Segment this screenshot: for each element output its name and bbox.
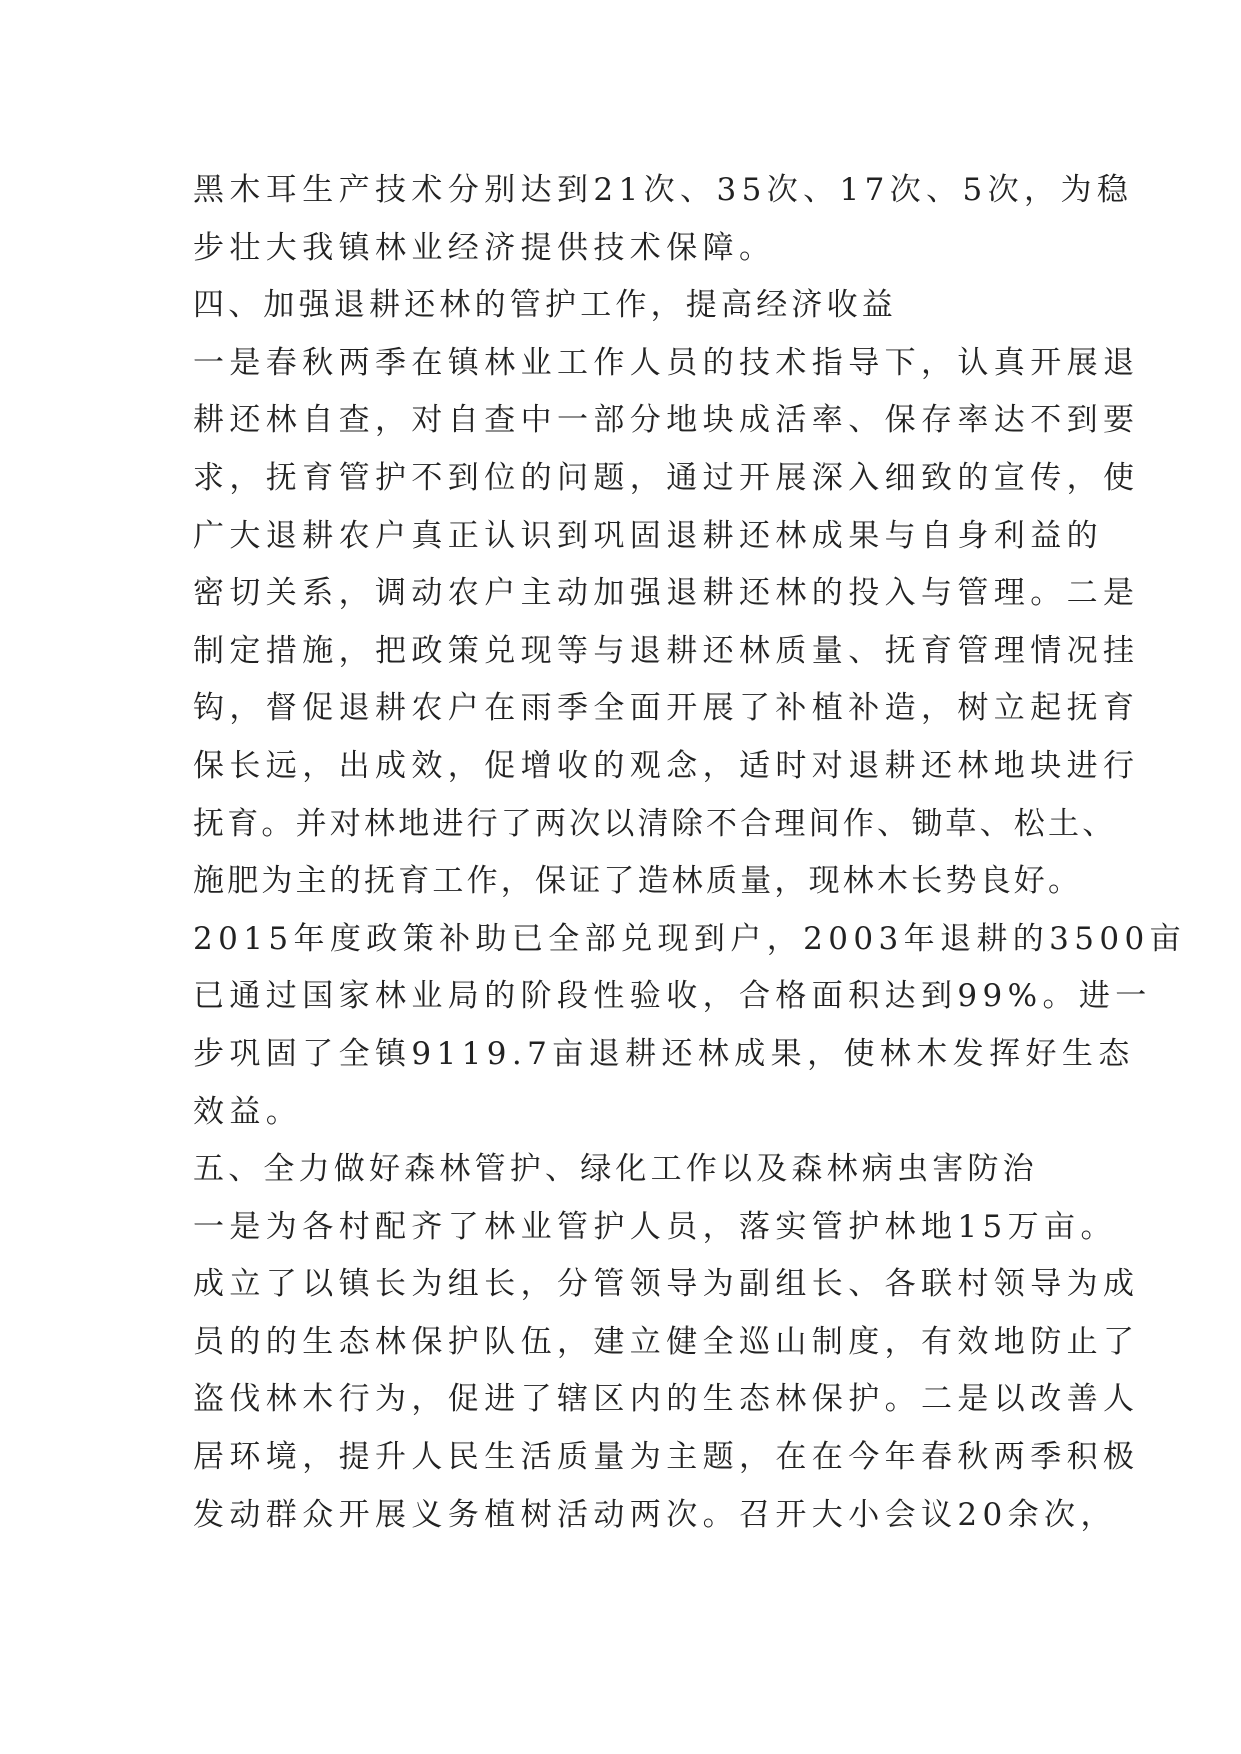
text-line: 广大退耕农户真正认识到巩固退耕还林成果与自身利益的 (193, 517, 1103, 554)
text-line: 施肥为主的抚育工作，保证了造林质量，现林木长势良好。 (193, 863, 1083, 900)
text-line: 钩，督促退耕农户在雨季全面开展了补植补造，树立起抚育 (193, 690, 1140, 727)
text-line: 抚育。并对林地进行了两次以清除不合理间作、锄草、松土、 (193, 805, 1117, 842)
text-line: 一是春秋两季在镇林业工作人员的技术指导下，认真开展退 (193, 344, 1140, 381)
text-line: 密切关系，调动农户主动加强退耕还林的投入与管理。二是 (193, 575, 1140, 612)
text-line: 黑木耳生产技术分别达到21次、35次、17次、5次，为稳 (193, 172, 1134, 208)
text-line: 效益。 (193, 1093, 303, 1130)
text-line: 步壮大我镇林业经济提供技术保障。 (193, 229, 776, 266)
section-heading: 四、加强退耕还林的管护工作，提高经济收益 (193, 287, 897, 324)
text-line: 保长远，出成效，促增收的观念，适时对退耕还林地块进行 (193, 747, 1140, 784)
section-heading: 五、全力做好森林管护、绿化工作以及森林病虫害防治 (193, 1151, 1038, 1188)
text-line: 发动群众开展义务植树活动两次。召开大小会议20余次， (193, 1496, 1117, 1533)
text-line: 成立了以镇长为组长，分管领导为副组长、各联村领导为成 (193, 1266, 1140, 1303)
text-line: 已通过国家林业局的阶段性验收，合格面积达到99%。进一 (193, 978, 1152, 1015)
text-line: 求，抚育管护不到位的问题，通过开展深入细致的宣传，使 (193, 459, 1140, 496)
text-line: 2015年度政策补助已全部兑现到户，2003年退耕的3500亩 (193, 920, 1187, 957)
text-line: 居环境，提升人民生活质量为主题，在在今年春秋两季积极 (193, 1439, 1140, 1476)
text-line: 制定措施，把政策兑现等与退耕还林质量、抚育管理情况挂 (193, 632, 1140, 669)
text-line: 耕还林自查，对自查中一部分地块成活率、保存率达不到要 (193, 402, 1140, 439)
text-line: 一是为各村配齐了林业管护人员，落实管护林地15万亩。 (193, 1208, 1117, 1245)
text-line: 盗伐林木行为，促进了辖区内的生态林保护。二是以改善人 (193, 1381, 1140, 1418)
text-line: 步巩固了全镇9119.7亩退耕还林成果，使林木发挥好生态 (193, 1035, 1135, 1072)
document-page (193, 162, 1187, 1544)
text-line: 员的的生态林保护队伍，建立健全巡山制度，有效地防止了 (193, 1323, 1140, 1360)
